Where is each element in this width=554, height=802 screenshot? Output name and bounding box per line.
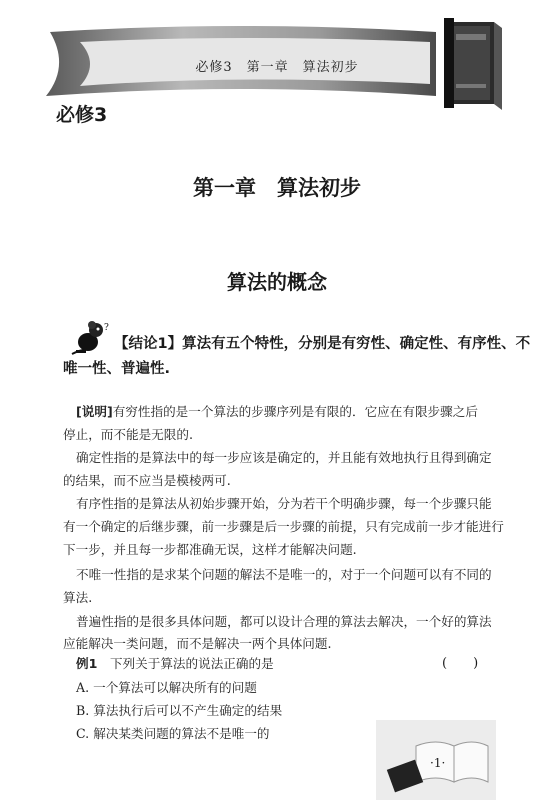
explanation-line: 有一个确定的后继步骤，前一步骤是后一步骤的前提，只有完成前一步才能进行 — [63, 519, 504, 534]
explanation-line: 的结果，而不应当是模棱两可. — [63, 473, 231, 488]
conclusion-label: 【结论1】 — [114, 336, 183, 352]
running-header: 必修3 第一章 算法初步 — [195, 60, 359, 75]
example-label: 例1 — [76, 656, 98, 671]
conclusion-text-1: 算法有五个特性，分别是有穷性、确定性、有序性、不 — [182, 336, 531, 352]
explanation-line: 下一步，并且每一步都准确无误，这样才能解决问题. — [63, 542, 357, 557]
conclusion-line-2: 唯一性、普遍性. — [63, 361, 171, 377]
mascot-icon — [70, 320, 112, 358]
explanation-line: [说明]有穷性指的是一个算法的步骤序列是有限的．它应在有限步骤之后 — [76, 404, 478, 419]
conclusion-line-1 — [114, 332, 530, 353]
option-a: A. 一个算法可以解决所有的问题 — [76, 680, 257, 695]
chapter-title: 第一章 算法初步 — [193, 176, 361, 200]
answer-bracket: ( ) — [442, 656, 479, 671]
book-icon — [436, 14, 508, 114]
explanation-line: 不唯一性指的是求某个问题的解法不是唯一的，对于一个问题可以有不同的 — [76, 567, 492, 582]
option-b: B. 算法执行后可以不产生确定的结果 — [76, 703, 283, 718]
explanation-label: [说明] — [76, 404, 113, 419]
question-mark-icon: ? — [104, 323, 109, 333]
explanation-line: 应能解决一类问题，而不是解决一两个具体问题. — [63, 636, 332, 651]
explanation-line: 普遍性指的是很多具体问题，都可以设计合理的算法去解决，一个好的算法 — [76, 614, 492, 629]
explanation-line: 有序性指的是算法从初始步骤开始，分为若干个明确步骤，每一个步骤只能 — [76, 496, 492, 511]
option-c: C. 解决某类问题的算法不是唯一的 — [76, 726, 270, 741]
explanation-line: 停止，而不能是无限的. — [63, 427, 193, 442]
explanation-line: 确定性指的是算法中的每一步应该是确定的，并且能有效地执行且得到确定 — [76, 450, 492, 465]
volume-label: 必修3 — [56, 104, 108, 126]
example-question: 例1 下列关于算法的说法正确的是 — [76, 656, 274, 671]
explanation-line: 算法. — [63, 590, 93, 605]
section-title: 算法的概念 — [227, 270, 327, 294]
page-number: ·1· — [430, 756, 446, 770]
